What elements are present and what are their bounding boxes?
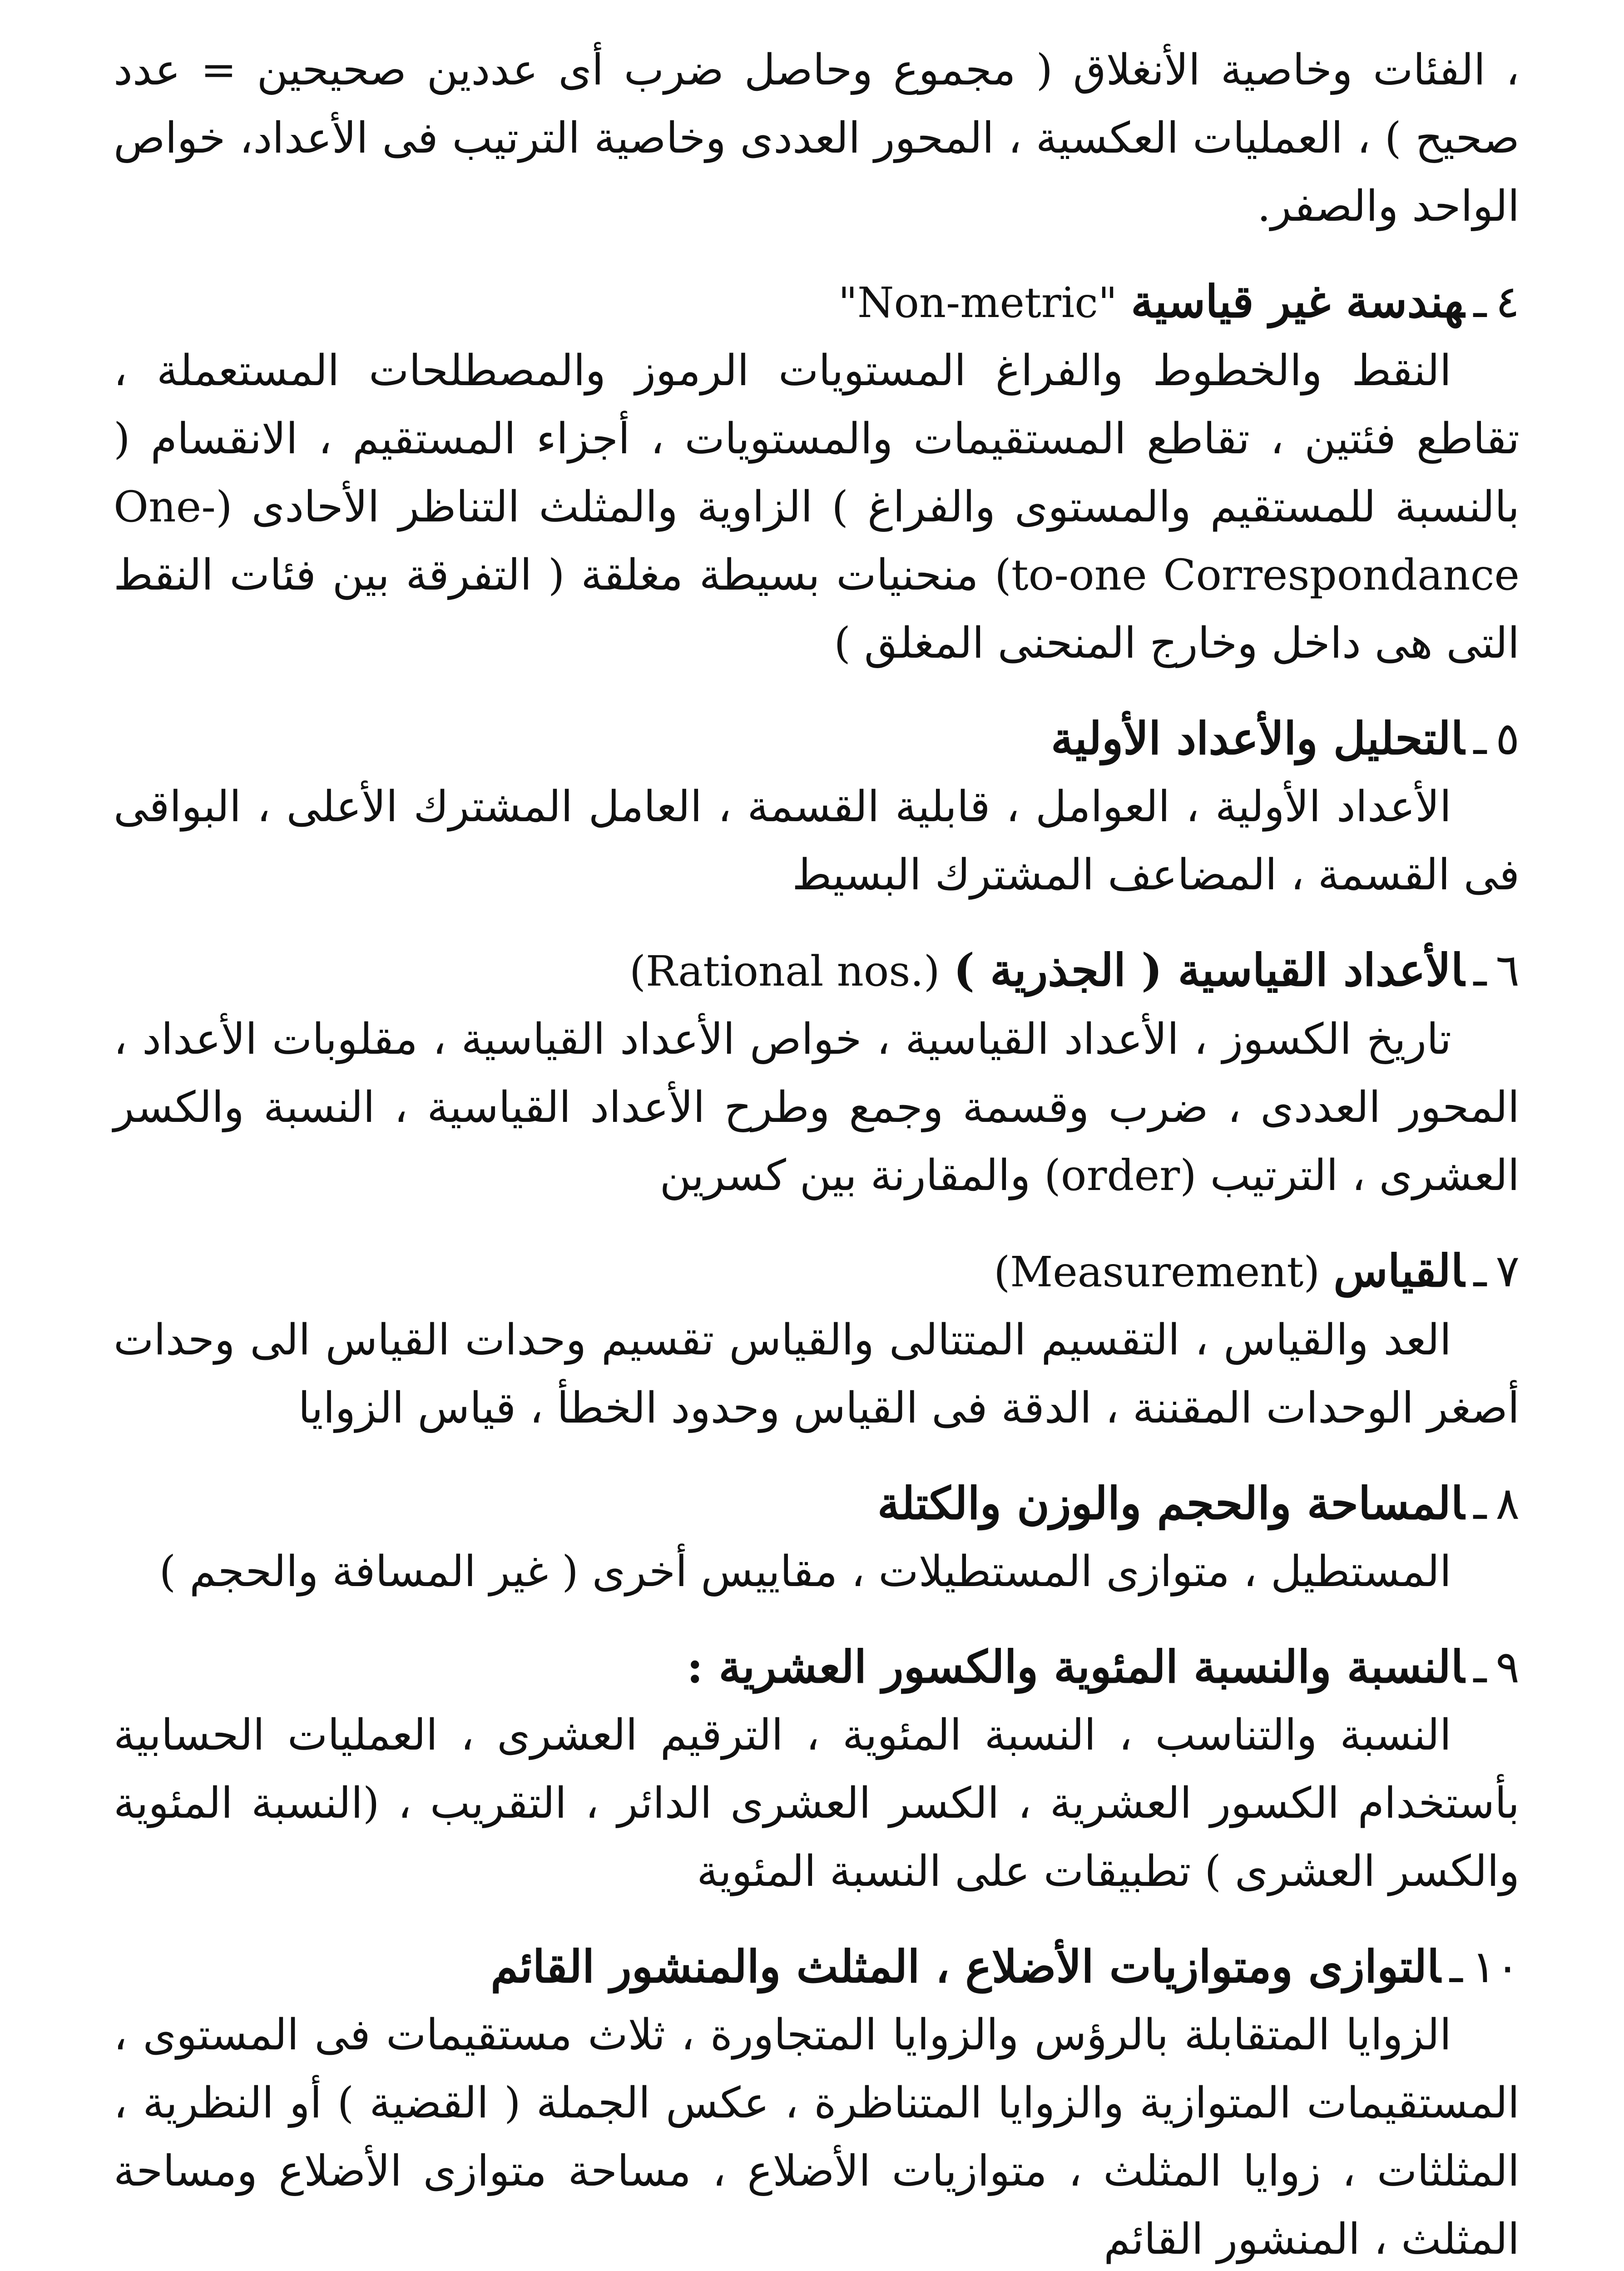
section-number: ٤ xyxy=(1495,276,1520,328)
section-body: الأعداد الأولية ، العوامل ، قابلية القسمة ، العامل المشترك الأعلى ، البواقى فى القسمة ، المضاعف المشترك البسيط xyxy=(114,782,1520,900)
section-latin-term: "Non-metric" xyxy=(838,278,1118,327)
section-title: النسبة والنسبة المئوية والكسور العشرية : xyxy=(687,1641,1465,1693)
section-title: المساحة والحجم والوزن والكتلة xyxy=(877,1478,1465,1530)
heading-dash: ـ xyxy=(1473,1641,1487,1693)
section-latin-term: (Measurement) xyxy=(994,1248,1320,1296)
section-ratio-percent xyxy=(114,1633,1520,1906)
section-body: العد والقياس ، التقسيم المتتالى والقياس تقسيم وحدات القياس الى وحدات أصغر الوحدات المقننة ، الدقة فى القياس وحدود الخطأ ، قياس الزوايا xyxy=(114,1315,1520,1433)
section-title: القياس xyxy=(1333,1245,1465,1297)
section-heading xyxy=(114,705,1520,773)
section-parallels-triangles xyxy=(114,1933,1520,2271)
heading-dash: ـ xyxy=(1473,713,1487,765)
section-heading xyxy=(114,268,1520,337)
heading-dash: ـ xyxy=(1473,1478,1487,1530)
section-title: الأعداد القياسية ( الجذرية ) xyxy=(953,944,1465,997)
section-title: التوازى ومتوازيات الأضلاع ، المثلث والمنشور القائم xyxy=(490,1941,1441,1993)
section-body: المستطيل ، متوازى المستطيلات ، مقاييس أخرى ( غير المسافة والحجم ) xyxy=(159,1547,1451,1597)
section-number: ٧ xyxy=(1495,1245,1520,1297)
section-factorization-primes xyxy=(114,705,1520,909)
section-measurement xyxy=(114,1237,1520,1443)
section-number: ٨ xyxy=(1495,1478,1520,1530)
section-number: ٦ xyxy=(1495,945,1520,997)
heading-dash: ـ xyxy=(1473,1245,1487,1297)
section-number: ٩ xyxy=(1495,1641,1520,1693)
section-title: هندسة غير قياسية xyxy=(1131,276,1465,328)
section-number: ٥ xyxy=(1495,713,1520,765)
section-non-metric-geometry xyxy=(114,268,1520,678)
section-body: النقط والخطوط والفراغ المستويات الرموز والمصطلحات المستعملة ، تقاطع فئتين ، تقاطع المستقيمات والمستويات ، أجزاء المستقيم ، الانقسام ( بالنسبة للمستقيم والمستوى والفراغ ) الزاوية والمثلث التناظر الأحادى (One-to-one Correspondance) منحنيات بسيطة مغلقة ( التفرقة بين فئات النقط التى هى داخل وخارج المنحنى المغلق ) xyxy=(114,346,1520,668)
intro-paragraph: ، الفئات وخاصية الأنغلاق ( مجموع وحاصل ضرب أى عددين صحيحين = عدد صحيح ) ، العمليات العكسية ، المحور العددى وخاصية الترتيب فى الأعداد، خواص الواحد والصفر. xyxy=(114,45,1520,231)
heading-dash: ـ xyxy=(1473,276,1487,328)
heading-dash: ـ xyxy=(1473,945,1487,997)
section-number: ١٠ xyxy=(1471,1941,1520,1993)
section-heading xyxy=(114,1933,1520,2001)
section-body: النسبة والتناسب ، النسبة المئوية ، الترقيم العشرى ، العمليات الحسابية بأستخدام الكسور العشرية ، الكسر العشرى الدائر ، التقريب ، (النسبة المئوية والكسر العشرى ) تطبيقات على النسبة المئوية xyxy=(114,1711,1520,1896)
section-title: التحليل والأعداد الأولية xyxy=(1050,713,1465,765)
section-latin-term: (Rational nos.) xyxy=(629,947,940,996)
section-heading xyxy=(114,1237,1520,1306)
section-heading xyxy=(114,1470,1520,1538)
section-area-volume xyxy=(114,1470,1520,1606)
section-rational-numbers xyxy=(114,937,1520,1210)
section-heading xyxy=(114,937,1520,1006)
heading-dash: ـ xyxy=(1450,1941,1463,1993)
section-body: تاريخ الكسوز ، الأعداد القياسية ، خواص الأعداد القياسية ، مقلوبات الأعداد ، المحور العددى ، ضرب وقسمة وجمع وطرح الأعداد القياسية ، النسبة والكسر العشرى ، الترتيب (order) والمقارنة بين كسرين xyxy=(114,1015,1520,1200)
section-body: الزوايا المتقابلة بالرؤس والزوايا المتجاورة ، ثلاث مستقيمات فى المستوى ، المستقيمات المتوازية والزوايا المتناظرة ، عكس الجملة ( القضية ) أو النظرية ، المثلثات ، زوايا المثلث ، متوازيات الأضلاع ، مساحة متوازى الأضلاع ومساحة المثلث ، المنشور القائم xyxy=(114,2010,1520,2264)
section-heading xyxy=(114,1633,1520,1701)
